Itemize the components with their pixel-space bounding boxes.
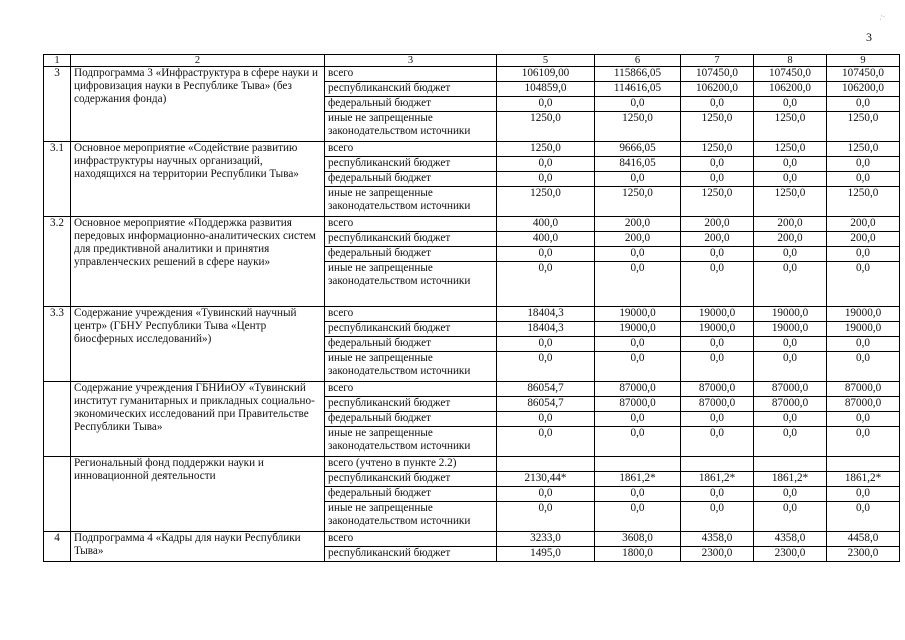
amount-cell: 0,0 [595,412,681,427]
amount-cell: 0,0 [681,172,754,187]
amount-cell: 106200,0 [681,82,754,97]
amount-cell: 87000,0 [595,382,681,397]
funding-source: всего [325,217,497,232]
amount-cell: 0,0 [827,502,900,532]
item-number: 3.3 [44,307,71,382]
amount-cell: 87000,0 [827,397,900,412]
amount-cell: 0,0 [681,157,754,172]
amount-cell: 4358,0 [754,532,827,547]
amount-cell: 1250,0 [681,187,754,217]
item-name: Содержание учреждения ГБНИиОУ «Тувинский институт гуманитарных и прикладных социально-экономических исследований при Правительстве Республики Тыва» [71,382,325,457]
amount-cell [497,457,595,472]
amount-cell: 19000,0 [595,307,681,322]
amount-cell: 0,0 [827,97,900,112]
amount-cell: 87000,0 [827,382,900,397]
amount-cell: 0,0 [497,97,595,112]
amount-cell [595,457,681,472]
amount-cell: 0,0 [595,97,681,112]
amount-cell: 0,0 [827,487,900,502]
table-row [44,382,900,397]
amount-cell: 1250,0 [827,112,900,142]
amount-cell: 0,0 [827,337,900,352]
amount-cell: 87000,0 [681,397,754,412]
funding-source: республиканский бюджет [325,82,497,97]
amount-cell: 0,0 [595,487,681,502]
amount-cell: 106109,00 [497,67,595,82]
item-name: Основное мероприятие «Содействие развитию инфраструктуры научных организаций, находящихся на территории Республики Тыва» [71,142,325,217]
amount-cell: 200,0 [681,217,754,232]
amount-cell: 0,0 [827,427,900,457]
table-row [44,457,900,472]
amount-cell: 200,0 [827,232,900,247]
amount-cell: 0,0 [827,247,900,262]
amount-cell: 0,0 [681,337,754,352]
item-number: 4 [44,532,71,562]
scan-corner-mark: ːˑ [878,11,887,23]
table-row [44,307,900,322]
funding-source: федеральный бюджет [325,247,497,262]
amount-cell: 1250,0 [497,187,595,217]
amount-cell: 1250,0 [754,112,827,142]
amount-cell: 0,0 [681,502,754,532]
amount-cell: 1250,0 [595,187,681,217]
amount-cell: 1250,0 [754,187,827,217]
funding-source: иные не запрещенные законодательством источники [325,262,497,307]
funding-source: иные не запрещенные законодательством источники [325,502,497,532]
amount-cell: 114616,05 [595,82,681,97]
amount-cell: 106200,0 [754,82,827,97]
amount-cell: 0,0 [754,97,827,112]
amount-cell: 4458,0 [827,532,900,547]
item-name: Подпрограмма 3 «Инфраструктура в сфере науки и цифровизация науки в Республике Тыва» (без содержания фонда) [71,67,325,142]
funding-source: федеральный бюджет [325,412,497,427]
funding-source: всего [325,307,497,322]
funding-source: федеральный бюджет [325,97,497,112]
amount-cell: 0,0 [754,352,827,382]
funding-source: иные не запрещенные законодательством источники [325,352,497,382]
header-cell: 9 [827,55,900,67]
amount-cell: 0,0 [754,487,827,502]
amount-cell: 1861,2* [827,472,900,487]
amount-cell: 0,0 [595,337,681,352]
amount-cell: 104859,0 [497,82,595,97]
amount-cell: 0,0 [595,502,681,532]
page-number: 3 [866,30,872,44]
amount-cell: 0,0 [595,352,681,382]
amount-cell: 19000,0 [754,307,827,322]
amount-cell: 0,0 [754,337,827,352]
funding-source: республиканский бюджет [325,547,497,562]
amount-cell [754,457,827,472]
funding-source: федеральный бюджет [325,487,497,502]
amount-cell: 0,0 [497,412,595,427]
amount-cell: 0,0 [754,262,827,307]
amount-cell: 0,0 [497,337,595,352]
amount-cell: 0,0 [497,487,595,502]
amount-cell: 86054,7 [497,382,595,397]
amount-cell: 9666,05 [595,142,681,157]
amount-cell: 1861,2* [681,472,754,487]
header-cell: 7 [681,55,754,67]
amount-cell: 0,0 [681,352,754,382]
amount-cell: 1250,0 [827,142,900,157]
amount-cell: 0,0 [827,352,900,382]
amount-cell: 400,0 [497,217,595,232]
amount-cell: 19000,0 [827,322,900,337]
item-number [44,457,71,532]
amount-cell: 0,0 [754,247,827,262]
amount-cell: 200,0 [754,217,827,232]
amount-cell: 1800,0 [595,547,681,562]
amount-cell: 0,0 [681,97,754,112]
item-number: 3.1 [44,142,71,217]
item-number [44,382,71,457]
amount-cell: 19000,0 [681,307,754,322]
amount-cell: 0,0 [681,247,754,262]
amount-cell: 18404,3 [497,322,595,337]
amount-cell: 0,0 [754,157,827,172]
header-cell: 5 [497,55,595,67]
funding-source: республиканский бюджет [325,157,497,172]
amount-cell: 0,0 [497,247,595,262]
table-row [44,142,900,157]
funding-source: республиканский бюджет [325,472,497,487]
amount-cell: 1250,0 [827,187,900,217]
amount-cell: 87000,0 [754,397,827,412]
amount-cell: 200,0 [754,232,827,247]
header-row [44,55,900,67]
amount-cell: 107450,0 [754,67,827,82]
amount-cell: 0,0 [681,427,754,457]
funding-source: республиканский бюджет [325,397,497,412]
amount-cell: 0,0 [595,262,681,307]
amount-cell: 107450,0 [827,67,900,82]
amount-cell: 1250,0 [595,112,681,142]
amount-cell [681,457,754,472]
amount-cell: 0,0 [681,412,754,427]
funding-source: республиканский бюджет [325,322,497,337]
amount-cell: 1250,0 [681,112,754,142]
amount-cell: 200,0 [827,217,900,232]
amount-cell: 200,0 [595,232,681,247]
amount-cell: 18404,3 [497,307,595,322]
amount-cell: 3608,0 [595,532,681,547]
amount-cell: 3233,0 [497,532,595,547]
amount-cell: 2130,44* [497,472,595,487]
amount-cell: 1250,0 [754,142,827,157]
funding-source: иные не запрещенные законодательством источники [325,187,497,217]
funding-source: иные не запрещенные законодательством источники [325,112,497,142]
amount-cell: 19000,0 [681,322,754,337]
amount-cell: 0,0 [681,262,754,307]
amount-cell: 8416,05 [595,157,681,172]
header-cell: 6 [595,55,681,67]
amount-cell: 200,0 [595,217,681,232]
amount-cell: 0,0 [754,427,827,457]
amount-cell: 1250,0 [681,142,754,157]
funding-source: федеральный бюджет [325,337,497,352]
amount-cell: 1861,2* [754,472,827,487]
header-cell: 1 [44,55,71,67]
amount-cell: 0,0 [681,487,754,502]
amount-cell: 400,0 [497,232,595,247]
amount-cell: 4358,0 [681,532,754,547]
amount-cell: 2300,0 [827,547,900,562]
amount-cell: 0,0 [754,502,827,532]
amount-cell: 1250,0 [497,112,595,142]
amount-cell: 19000,0 [754,322,827,337]
amount-cell: 0,0 [497,427,595,457]
funding-source: всего [325,142,497,157]
amount-cell: 0,0 [827,172,900,187]
header-cell: 2 [71,55,325,67]
amount-cell: 0,0 [754,172,827,187]
funding-source: всего [325,382,497,397]
amount-cell: 0,0 [827,157,900,172]
amount-cell: 2300,0 [681,547,754,562]
amount-cell: 87000,0 [595,397,681,412]
amount-cell: 19000,0 [827,307,900,322]
amount-cell: 0,0 [497,172,595,187]
table-row [44,532,900,547]
table-row [44,217,900,232]
amount-cell: 0,0 [595,247,681,262]
funding-source: республиканский бюджет [325,232,497,247]
amount-cell: 1250,0 [497,142,595,157]
item-name: Содержание учреждения «Тувинский научный центр» (ГБНУ Республики Тыва «Центр биосферных исследований») [71,307,325,382]
amount-cell: 0,0 [827,412,900,427]
amount-cell: 106200,0 [827,82,900,97]
amount-cell: 1861,2* [595,472,681,487]
funding-source: иные не запрещенные законодательством источники [325,427,497,457]
funding-source: всего [325,67,497,82]
amount-cell: 0,0 [497,262,595,307]
funding-source: всего (учтено в пункте 2.2) [325,457,497,472]
amount-cell: 0,0 [595,172,681,187]
amount-cell: 0,0 [827,262,900,307]
amount-cell: 86054,7 [497,397,595,412]
amount-cell: 87000,0 [754,382,827,397]
amount-cell: 115866,05 [595,67,681,82]
table-row [44,67,900,82]
amount-cell: 0,0 [497,352,595,382]
amount-cell: 2300,0 [754,547,827,562]
amount-cell: 87000,0 [681,382,754,397]
amount-cell: 0,0 [497,502,595,532]
amount-cell: 19000,0 [595,322,681,337]
item-name: Подпрограмма 4 «Кадры для науки Республики Тыва» [71,532,325,562]
item-number: 3 [44,67,71,142]
header-cell: 3 [325,55,497,67]
item-number: 3.2 [44,217,71,307]
amount-cell: 0,0 [754,412,827,427]
budget-table [43,54,900,562]
amount-cell: 1495,0 [497,547,595,562]
amount-cell: 107450,0 [681,67,754,82]
item-name: Основное мероприятие «Поддержка развития передовых информационно-аналитических систем для предиктивной аналитики и принятия управленческих решений в сфере науки» [71,217,325,307]
amount-cell [827,457,900,472]
funding-source: всего [325,532,497,547]
funding-source: федеральный бюджет [325,172,497,187]
amount-cell: 0,0 [497,157,595,172]
header-cell: 8 [754,55,827,67]
amount-cell: 0,0 [595,427,681,457]
item-name: Региональный фонд поддержки науки и инновационной деятельности [71,457,325,532]
amount-cell: 200,0 [681,232,754,247]
